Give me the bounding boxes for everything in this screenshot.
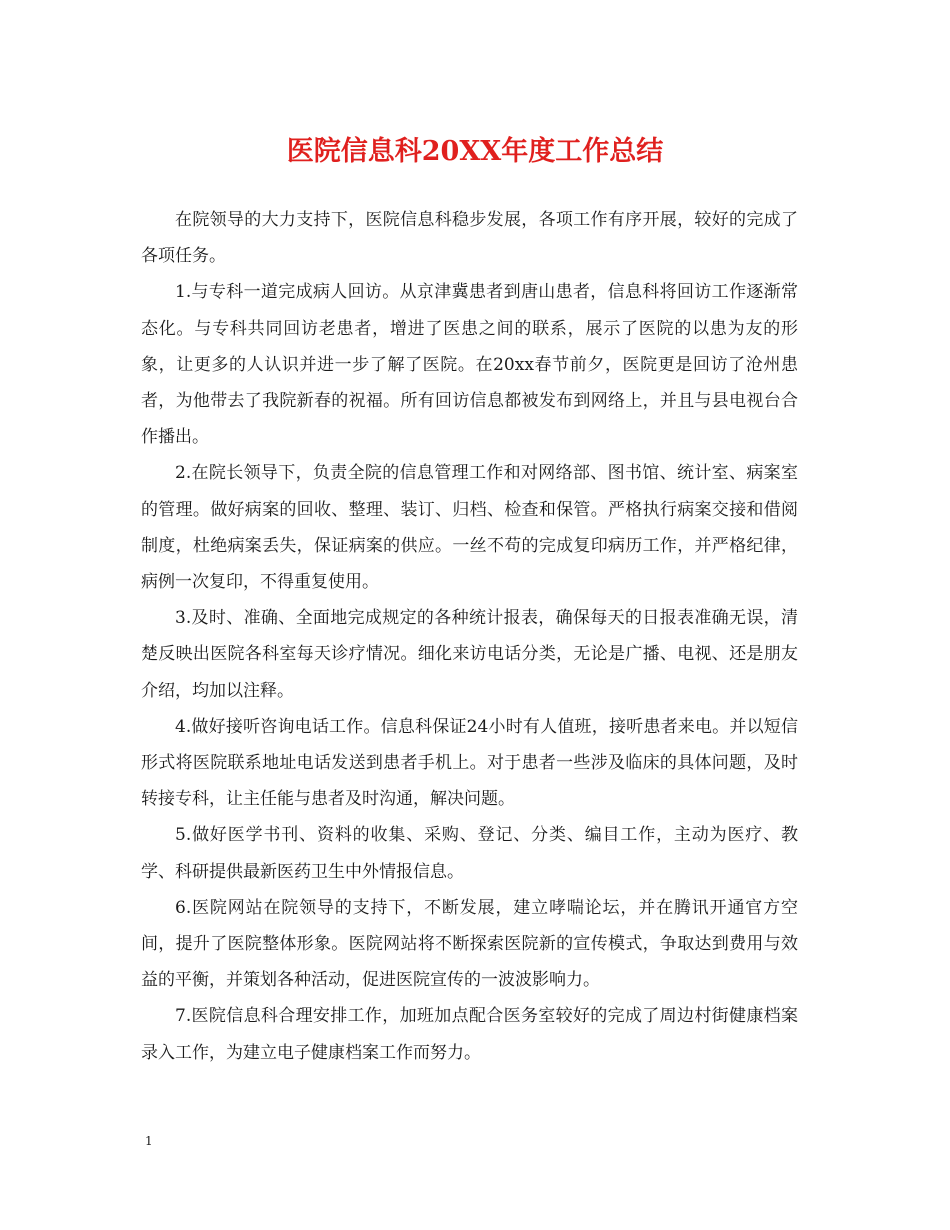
page-number: 1	[145, 1134, 153, 1148]
paragraph-item-7: 7.医院信息科合理安排工作，加班加点配合医务室较好的完成了周边村街健康档案录入工作，为建立电子健康档案工作而努力。	[141, 1006, 798, 1063]
document-body	[141, 202, 798, 1071]
paragraph-item-1: 1.与专科一道完成病人回访。从京津冀患者到唐山患者，信息科将回访工作逐渐常态化。与专科共同回访老患者，增进了医患之间的联系，展示了医院的以患为友的形象，让更多的人认识并进一步了解了医院。在20xx春节前夕，医院更是回访了沧州患者，为他带去了我院新春的祝福。所有回访信息都被发布到网络上，并且与县电视台合作播出。	[141, 282, 798, 448]
paragraph-intro: 在院领导的大力支持下，医院信息科稳步发展，各项工作有序开展，较好的完成了各项任务。	[141, 210, 798, 267]
paragraph-item-4: 4.做好接听咨询电话工作。信息科保证24小时有人值班，接听患者来电。并以短信形式将医院联系地址电话发送到患者手机上。对于患者一些涉及临床的具体问题，及时转接专科，让主任能与患者及时沟通，解决问题。	[141, 716, 798, 810]
document-title: 医院信息科20XX年度工作总结	[286, 136, 664, 167]
paragraph-item-5: 5.做好医学书刊、资料的收集、采购、登记、分类、编目工作，主动为医疗、教学、科研提供最新医药卫生中外情报信息。	[141, 825, 798, 882]
paragraph-item-2: 2.在院长领导下，负责全院的信息管理工作和对网络部、图书馆、统计室、病案室的管理。做好病案的回收、整理、装订、归档、检查和保管。严格执行病案交接和借阅制度，杜绝病案丢失，保证病案的供应。一丝不苟的完成复印病历工作，并严格纪律，病例一次复印，不得重复使用。	[141, 463, 798, 593]
paragraph-item-3: 3.及时、准确、全面地完成规定的各种统计报表，确保每天的日报表准确无误，清楚反映出医院各科室每天诊疗情况。细化来访电话分类，无论是广播、电视、还是朋友介绍，均加以注释。	[141, 608, 798, 701]
paragraph-item-6: 6.医院网站在院领导的支持下，不断发展，建立哮喘论坛，并在腾讯开通官方空间，提升了医院整体形象。医院网站将不断探索医院新的宣传模式，争取达到费用与效益的平衡，并策划各种活动，促进医院宣传的一波波影响力。	[141, 897, 798, 991]
